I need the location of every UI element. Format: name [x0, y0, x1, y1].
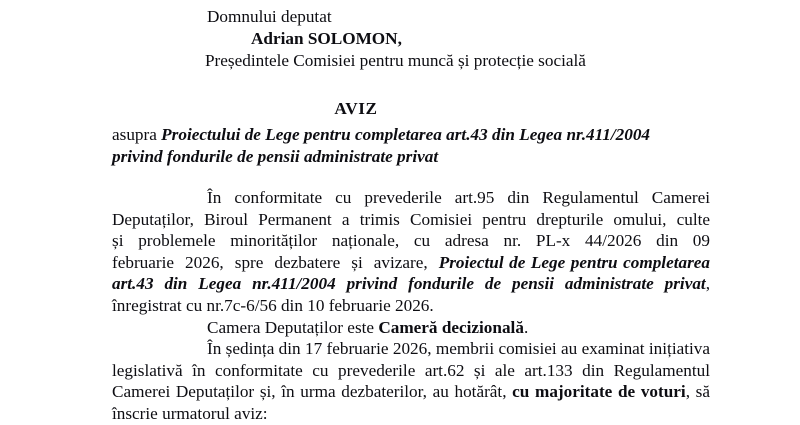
addressee-name: Adrian SOLOMON, [251, 29, 402, 48]
paragraph-session [112, 338, 710, 424]
addressee-salutation: Domnului deputat [207, 7, 332, 26]
subject-emphasis-line-1: Proiectului de Lege pentru completarea art.43 din Legea nr.411/2004 [161, 125, 651, 144]
session-emphasis: cu majoritate de voturi [512, 382, 686, 402]
paragraph-referral-emphasis: Proiectul de Lege pentru completarea art.43 din Legea nr.411/2004 privind fondurile de pensii administrate privat [112, 252, 710, 294]
session-text-2: , să înscrie urmatorul aviz: [112, 382, 710, 423]
subject-prefix: asupra [112, 125, 162, 144]
document-subject [112, 124, 710, 167]
addressee-position: Președintele Comisiei pentru muncă și protecție socială [205, 51, 586, 70]
subject-emphasis-line-2: privind fondurile de pensii administrate privat [112, 146, 439, 166]
decisional-emphasis: Cameră decizională [378, 317, 524, 337]
paragraph-referral-text-2: , înregistrat cu nr.7c-6/56 din 10 februarie 2026. [112, 274, 710, 315]
addressee-block [0, 0, 800, 72]
decisional-text-1: Camera Deputaților este [207, 317, 379, 337]
paragraph-referral-text-1: În conformitate cu prevederile art.95 din Regulamentul Camerei Deputaților, Biroul Permanent a trimis Comisiei pentru drepturile omului, culte și problemele minorităților naționale, cu adresa nr. PL-x 44/2026 din 09 februarie 2026, spre dezbatere și avizare, [112, 188, 710, 272]
document-body [112, 187, 710, 425]
document-title: AVIZ [334, 99, 378, 118]
paragraph-referral [112, 187, 710, 317]
paragraph-decisional-chamber [112, 317, 710, 339]
decisional-text-2: . [523, 317, 529, 337]
session-text-1: În ședința din 17 februarie 2026, membrii comisiei au examinat inițiativa legislativă în conformitate cu prevederile art.62 și ale art.133 din Regulamentul Camerei Deputaților și, în urma dezbaterilor, au hotărât, [112, 339, 710, 402]
